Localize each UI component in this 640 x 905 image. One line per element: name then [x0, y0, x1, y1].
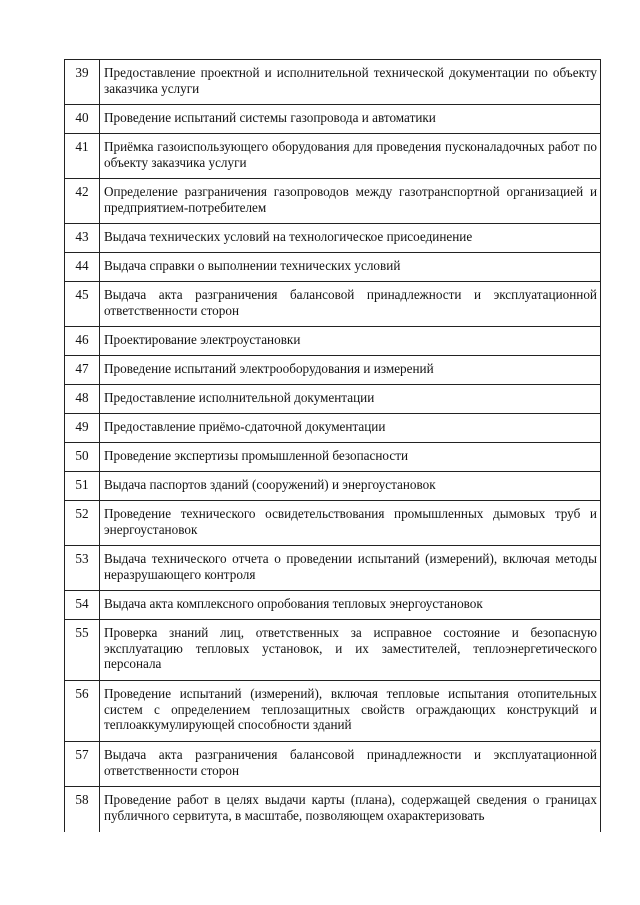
row-number: 45	[65, 282, 100, 327]
table-row	[65, 253, 601, 282]
table-row	[65, 105, 601, 134]
row-text: Выдача акта разграничения балансовой принадлежности и эксплуатационной ответственности сторон	[100, 282, 601, 327]
row-text: Выдача технического отчета о проведении испытаний (измерений), включая методы неразрушающего контроля	[100, 546, 601, 591]
row-text: Проведение экспертизы промышленной безопасности	[100, 443, 601, 472]
row-number: 51	[65, 472, 100, 501]
table-row	[65, 414, 601, 443]
row-number: 43	[65, 224, 100, 253]
row-number: 40	[65, 105, 100, 134]
table-row	[65, 443, 601, 472]
row-text: Проведение испытаний электрооборудования и измерений	[100, 356, 601, 385]
table-row	[65, 224, 601, 253]
table-row	[65, 681, 601, 742]
row-number: 42	[65, 179, 100, 224]
row-number: 44	[65, 253, 100, 282]
row-text: Выдача технических условий на технологическое присоединение	[100, 224, 601, 253]
row-text: Проведение технического освидетельствования промышленных дымовых труб и энергоустановок	[100, 501, 601, 546]
row-number: 46	[65, 327, 100, 356]
table-row	[65, 591, 601, 620]
table-row	[65, 787, 601, 833]
table-row	[65, 501, 601, 546]
row-number: 41	[65, 134, 100, 179]
row-text: Предоставление приёмо-сдаточной документации	[100, 414, 601, 443]
row-number: 56	[65, 681, 100, 742]
table-row	[65, 356, 601, 385]
row-text: Определение разграничения газопроводов между газотранспортной организацией и предприятием-потребителем	[100, 179, 601, 224]
row-text: Выдача паспортов зданий (сооружений) и энергоустановок	[100, 472, 601, 501]
row-text: Проведение испытаний (измерений), включая тепловые испытания отопительных систем с определением теплозащитных свойств ограждающих конструкций и теплоаккумулирующей способности зданий	[100, 681, 601, 742]
row-number: 50	[65, 443, 100, 472]
table-row	[65, 546, 601, 591]
row-number: 47	[65, 356, 100, 385]
row-text: Предоставление проектной и исполнительной технической документации по объекту заказчика услуги	[100, 60, 601, 105]
table-row	[65, 472, 601, 501]
row-number: 55	[65, 620, 100, 681]
table-row	[65, 179, 601, 224]
row-text: Выдача справки о выполнении технических условий	[100, 253, 601, 282]
table-row	[65, 385, 601, 414]
table-row	[65, 742, 601, 787]
services-table	[64, 59, 601, 832]
row-text: Проведение работ в целях выдачи карты (плана), содержащей сведения о границах публичного сервитута, в масштабе, позволяющем охарактеризовать	[100, 787, 601, 833]
row-number: 52	[65, 501, 100, 546]
table-row	[65, 620, 601, 681]
row-number: 54	[65, 591, 100, 620]
row-text: Выдача акта комплексного опробования тепловых энергоустановок	[100, 591, 601, 620]
row-text: Выдача акта разграничения балансовой принадлежности и эксплуатационной ответственности сторон	[100, 742, 601, 787]
table-row	[65, 327, 601, 356]
table-row	[65, 282, 601, 327]
row-text: Проверка знаний лиц, ответственных за исправное состояние и безопасную эксплуатацию тепловых установок, и их заместителей, теплоэнергетического персонала	[100, 620, 601, 681]
table-row	[65, 134, 601, 179]
row-text: Проектирование электроустановки	[100, 327, 601, 356]
row-text: Проведение испытаний системы газопровода и автоматики	[100, 105, 601, 134]
row-number: 39	[65, 60, 100, 105]
row-number: 48	[65, 385, 100, 414]
row-number: 53	[65, 546, 100, 591]
row-text: Предоставление исполнительной документации	[100, 385, 601, 414]
row-text: Приёмка газоиспользующего оборудования для проведения пусконаладочных работ по объекту заказчика услуги	[100, 134, 601, 179]
row-number: 49	[65, 414, 100, 443]
row-number: 57	[65, 742, 100, 787]
table-row	[65, 60, 601, 105]
row-number: 58	[65, 787, 100, 833]
